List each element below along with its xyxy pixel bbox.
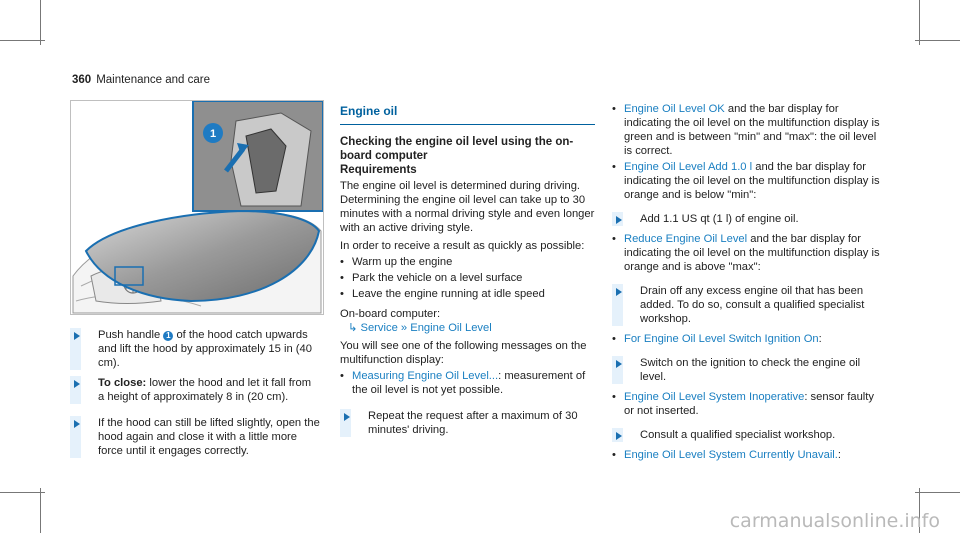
- list-item: • Reduce Engine Oil Level and the bar display for indicating the oil level on the multifunction display is orange and is above "max":: [612, 232, 882, 274]
- section-rule: [340, 124, 595, 125]
- step-arrow-icon: [74, 332, 80, 340]
- crop-mark: [915, 40, 960, 41]
- list-item: • Measuring Engine Oil Level...: measurement of the oil level is not yet possible.: [340, 369, 595, 397]
- step-arrow-icon: [616, 216, 622, 224]
- callout-1: 1: [209, 128, 217, 140]
- step-repeat: Repeat the request after a maximum of 30 minutes' driving.: [340, 409, 595, 437]
- crop-mark: [0, 40, 45, 41]
- page-number: 360: [72, 74, 92, 86]
- list-item: • Leave the engine running at idle speed: [340, 287, 595, 301]
- section-name: Maintenance and care: [96, 74, 210, 86]
- step-open-hood: Push handle 1 of the hood catch upwards and lift the hood by approximately 15 in (40 cm).: [70, 328, 320, 370]
- step-arrow-icon: [74, 380, 80, 388]
- page-header: [72, 73, 210, 87]
- crop-mark: [40, 0, 41, 45]
- list-item: • Engine Oil Level System Currently Unavail.:: [612, 448, 882, 462]
- step-consult: Consult a qualified specialist workshop.: [612, 428, 882, 442]
- paragraph: You will see one of the following messages on the multifunction display:: [340, 340, 587, 366]
- step-switch-ignition: Switch on the ignition to check the engine oil level.: [612, 356, 882, 384]
- paragraph: The engine oil level is determined during driving. Determining the engine oil level can take up to 30 minutes with a normal driving style and even longer with an active driving style.: [340, 180, 595, 234]
- step-arrow-icon: [344, 413, 350, 421]
- step-reclose-hood: If the hood can still be lifted slightly, open the hood again and close it with a little more force until it engages correctly.: [70, 416, 320, 458]
- hood-illustration: [70, 100, 324, 315]
- engine-oil-section: [340, 100, 595, 443]
- hood-steps: [70, 322, 320, 464]
- menu-engine-oil: Engine Oil Level: [410, 322, 492, 334]
- menu-arrow-icon: ↳: [348, 322, 358, 334]
- requirements-heading: Requirements: [340, 164, 417, 176]
- step-arrow-icon: [616, 432, 622, 440]
- menu-service: Service: [360, 322, 398, 334]
- list-item: • Engine Oil Level Add 1.0 l and the bar display for indicating the oil level on the multifunction display is orange and is below "min":: [612, 160, 882, 202]
- list-item: • Warm up the engine: [340, 255, 595, 269]
- menu-path: [340, 321, 595, 335]
- oil-messages: [612, 100, 882, 464]
- callout-1-badge: 1: [163, 331, 173, 341]
- section-title: Engine oil: [340, 104, 398, 118]
- watermark: carmanualsonline.info: [729, 510, 940, 532]
- crop-mark: [919, 0, 920, 45]
- step-arrow-icon: [74, 420, 80, 428]
- subheading: Checking the engine oil level using the on-board computer: [340, 136, 574, 162]
- crop-mark: [40, 488, 41, 533]
- step-arrow-icon: [616, 360, 622, 368]
- step-add-oil: Add 1.1 US qt (1 l) of engine oil.: [612, 212, 882, 226]
- menu-chevron-icon: »: [400, 322, 408, 334]
- crop-mark: [0, 492, 45, 493]
- list-item: • Engine Oil Level System Inoperative: sensor faulty or not inserted.: [612, 390, 882, 418]
- list-item: • For Engine Oil Level Switch Ignition On:: [612, 332, 882, 346]
- step-arrow-icon: [616, 288, 622, 296]
- list-item: • Park the vehicle on a level surface: [340, 271, 595, 285]
- step-close-hood: To close: lower the hood and let it fall from a height of approximately 8 in (20 cm).: [70, 376, 320, 404]
- crop-mark: [915, 492, 960, 493]
- onboard-label: On-board computer:: [340, 308, 441, 320]
- car-hood-drawing: [71, 101, 323, 314]
- step-drain-oil: Drain off any excess engine oil that has been added. To do so, consult a qualified specialist workshop.: [612, 284, 882, 326]
- list-item: • Engine Oil Level OK and the bar display for indicating the oil level on the multifunction display is green and is between "min" and "max": the oil level is correct.: [612, 102, 882, 158]
- paragraph: In order to receive a result as quickly as possible:: [340, 240, 585, 252]
